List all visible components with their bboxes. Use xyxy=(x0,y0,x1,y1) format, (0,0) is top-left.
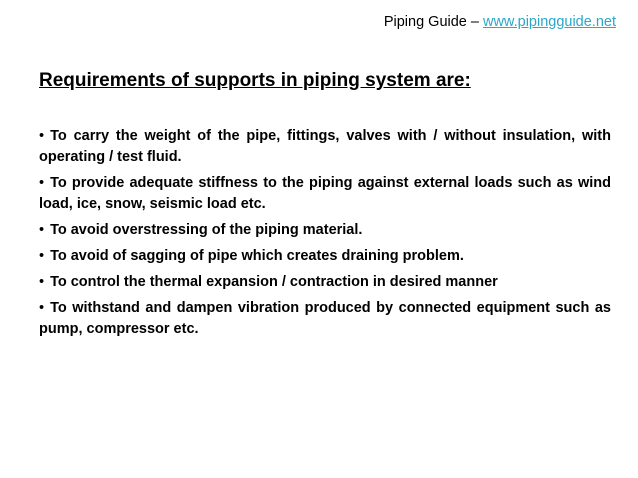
bullet-icon: • xyxy=(39,222,45,238)
website-link[interactable]: www.pipingguide.net xyxy=(482,14,616,30)
list-item-text: To withstand and dampen vibration produced by connected equipment such as pump, compressor etc. xyxy=(39,300,611,337)
list-item xyxy=(39,220,611,241)
bullet-icon: • xyxy=(39,300,45,316)
list-item-text: To avoid of sagging of pipe which creates draining problem. xyxy=(50,248,464,264)
list-item xyxy=(39,298,611,340)
list-item xyxy=(39,246,611,267)
bullet-icon: • xyxy=(39,248,45,264)
bullet-icon: • xyxy=(39,274,45,290)
requirements-list xyxy=(39,126,611,345)
list-item xyxy=(39,272,611,293)
bullet-icon: • xyxy=(39,128,45,144)
list-item xyxy=(39,173,611,215)
list-item-text: To carry the weight of the pipe, fittings, valves with / without insulation, with operating / test fluid. xyxy=(39,128,611,165)
list-item-text: To control the thermal expansion / contraction in desired manner xyxy=(50,274,498,290)
header-prefix: Piping Guide – xyxy=(383,14,483,30)
list-item xyxy=(39,126,611,168)
header-credit xyxy=(384,14,616,30)
list-item-text: To provide adequate stiffness to the piping against external loads such as wind load, ice, snow, seismic load etc. xyxy=(39,175,611,212)
list-item-text: To avoid overstressing of the piping material. xyxy=(50,222,363,238)
slide-title: Requirements of supports in piping system are: xyxy=(39,70,471,91)
bullet-icon: • xyxy=(39,175,45,191)
